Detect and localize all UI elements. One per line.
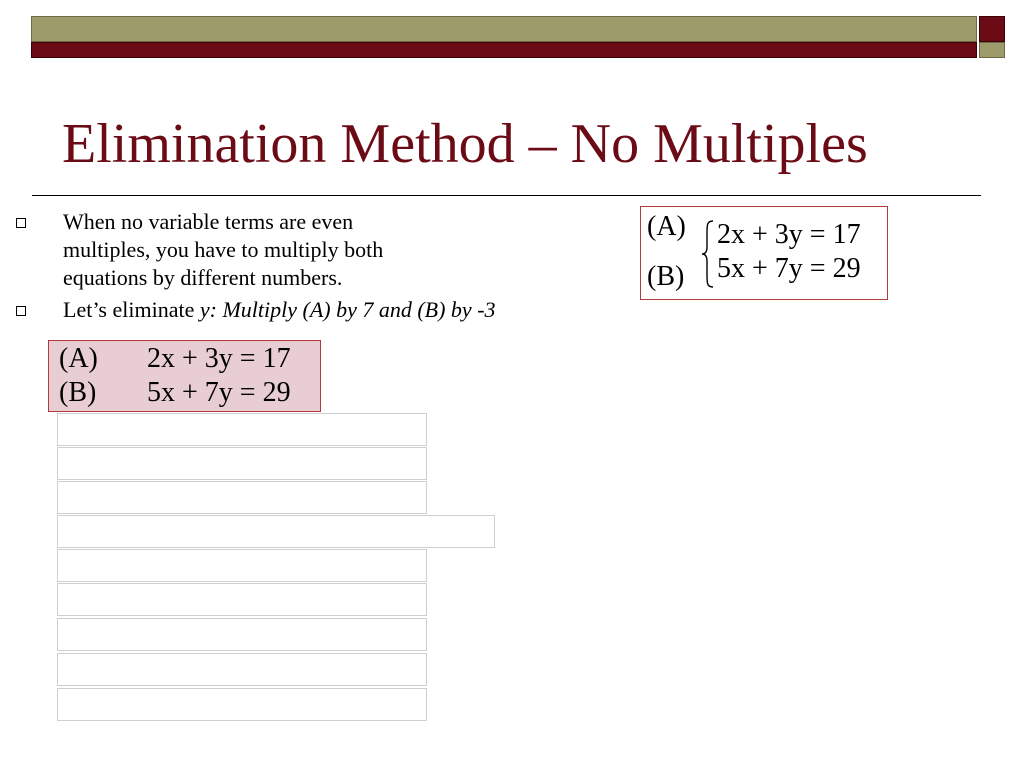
left-curly-brace-icon — [701, 219, 715, 289]
blank-answer-row — [57, 481, 427, 514]
slide-title: Elimination Method – No Multiples — [62, 113, 868, 175]
bullet-2-lead: Let’s eliminate — [63, 297, 200, 322]
system-label-a: (A) — [647, 211, 686, 242]
system-equation-a: 2x + 3y = 17 — [717, 219, 861, 250]
olive-header-bar — [31, 16, 977, 42]
blank-answer-row — [57, 549, 427, 582]
blank-answer-row — [57, 413, 427, 446]
blank-answer-row — [57, 583, 427, 616]
hollow-square-bullet-icon — [16, 218, 26, 228]
blank-answer-row — [57, 447, 427, 480]
olive-corner-square — [979, 42, 1005, 58]
bullet-2-italic: y: Multiply (A) by 7 and (B) by -3 — [199, 297, 496, 322]
bullet-1-text — [63, 208, 383, 292]
system-label-b: (B) — [647, 261, 685, 292]
bullet-1-line-2: multiples, you have to multiply both — [63, 237, 384, 262]
bullet-1-line-3: equations by different numbers. — [63, 265, 343, 290]
blank-answer-row — [57, 618, 427, 651]
work-label-b: (B) — [59, 377, 97, 408]
blank-answer-row — [57, 688, 427, 721]
hollow-square-bullet-icon — [16, 306, 26, 316]
work-label-a: (A) — [59, 343, 98, 374]
title-divider — [32, 195, 981, 196]
equation-system-box — [640, 206, 888, 300]
maroon-corner-square — [979, 16, 1005, 42]
blank-answer-row — [57, 653, 427, 686]
blank-answer-row — [57, 515, 495, 548]
bullet-2-text — [63, 296, 496, 324]
working-equations-box — [48, 340, 321, 412]
maroon-header-bar — [31, 42, 977, 58]
bullet-1-line-1: When no variable terms are even — [63, 209, 354, 234]
work-equation-b: 5x + 7y = 29 — [147, 377, 291, 408]
work-equation-a: 2x + 3y = 17 — [147, 343, 291, 374]
system-equation-b: 5x + 7y = 29 — [717, 253, 861, 284]
